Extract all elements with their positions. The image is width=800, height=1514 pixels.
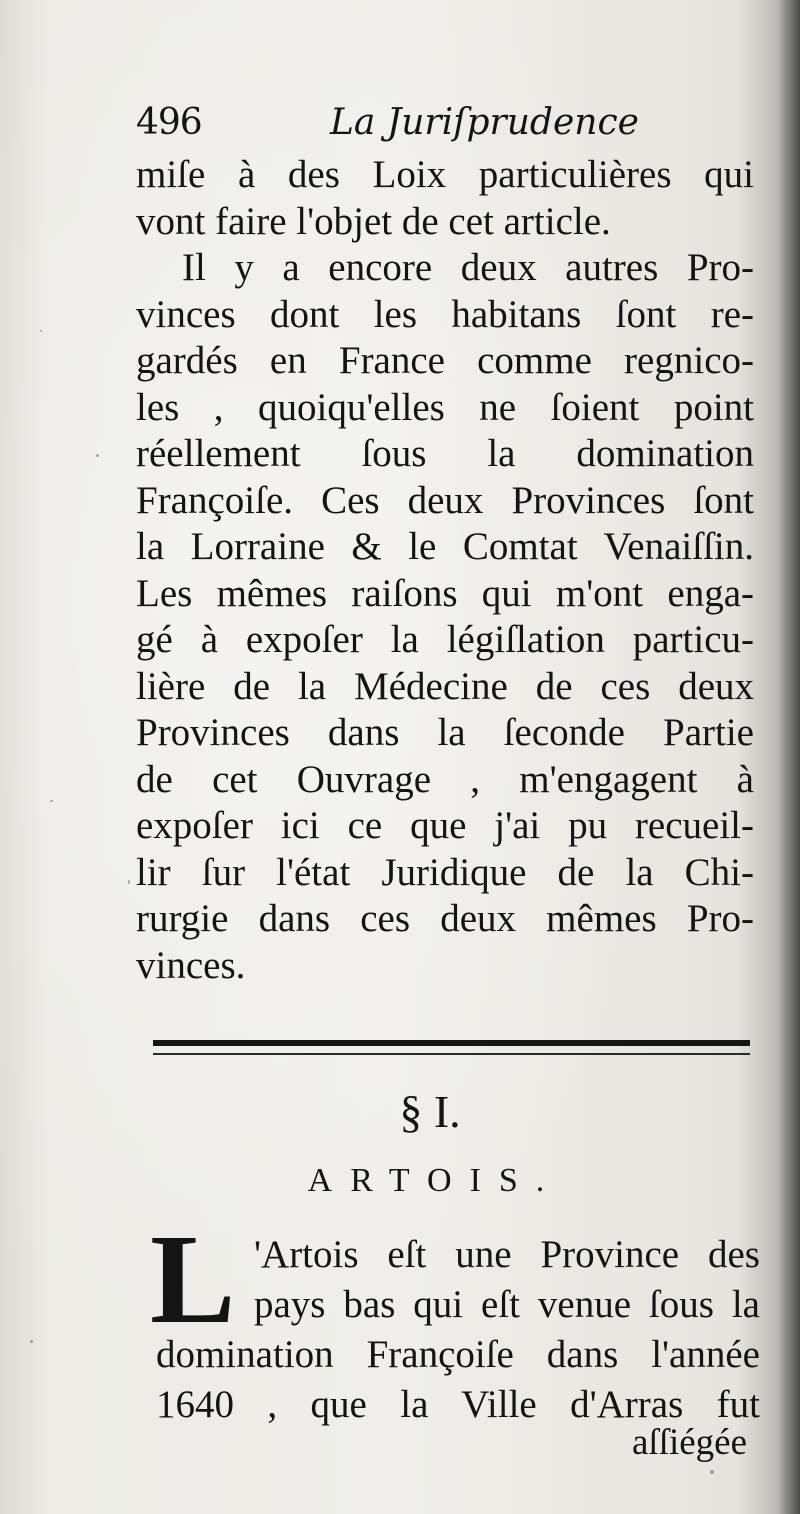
page-gutter-shadow	[778, 0, 800, 1514]
section-rule-thin	[153, 1053, 750, 1055]
text-line: lière de la Médecine de ces deux	[136, 664, 754, 708]
text-line: Les mêmes raiſons qui m'ont enga-	[136, 571, 754, 615]
speck	[710, 1470, 714, 1474]
text-line: miſe à des Loix particulières qui	[136, 153, 754, 196]
section-title: ARTOIS.	[307, 1162, 563, 1199]
speck	[30, 1340, 33, 1343]
text-line: domination Françoiſe dans l'année	[156, 1333, 760, 1376]
drop-cap-lines	[254, 1230, 760, 1330]
text-line: 'Artois eſt une Province des	[254, 1233, 760, 1276]
text-line: lir ſur l'état Juridique de la Chi-	[136, 850, 754, 894]
speck	[50, 800, 53, 802]
text-line: vinces.	[136, 943, 246, 987]
text-line: Il y a encore deux autres Pro-	[182, 246, 754, 289]
text-body	[136, 152, 754, 989]
speck	[40, 330, 42, 332]
text-line: pays bas qui eſt venue ſous la	[254, 1283, 760, 1326]
text-line: de cet Ouvrage , m'engagent à	[136, 757, 754, 801]
section-rule-thick	[153, 1040, 750, 1046]
text-line: vinces dont les habitans ſont re-	[136, 292, 754, 336]
section-number: § I.	[399, 1086, 461, 1137]
text-line: gé à expoſer la légiſlation particu-	[136, 618, 754, 661]
text-body-artois	[156, 1330, 760, 1430]
text-line: réellement ſous la domination	[136, 432, 754, 475]
drop-cap: L	[150, 1208, 236, 1350]
text-line: 1640 , que la Ville d'Arras fut	[156, 1383, 760, 1426]
text-line: rurgie dans ces deux mêmes Pro-	[136, 897, 754, 940]
text-line: Françoiſe. Ces deux Provinces ſont	[136, 478, 754, 522]
text-line: gardés en France comme regnico-	[136, 339, 754, 382]
speck	[128, 880, 130, 884]
text-line: Provinces dans la ſeconde Partie	[136, 711, 754, 754]
running-title: La Juriſprudence	[330, 102, 639, 143]
page-number: 496	[136, 102, 202, 143]
text-line: la Lorraine & le Comtat Venaiſſin.	[136, 525, 754, 568]
page-header	[136, 98, 756, 148]
text-line: vont faire l'objet de cet article.	[136, 199, 611, 243]
text-line: expoſer ici ce que j'ai pu recueil-	[136, 804, 754, 847]
text-line: les , quoiqu'elles ne ſoient point	[136, 385, 754, 429]
speck	[96, 454, 99, 457]
catchword: aſſiégée	[632, 1422, 748, 1463]
